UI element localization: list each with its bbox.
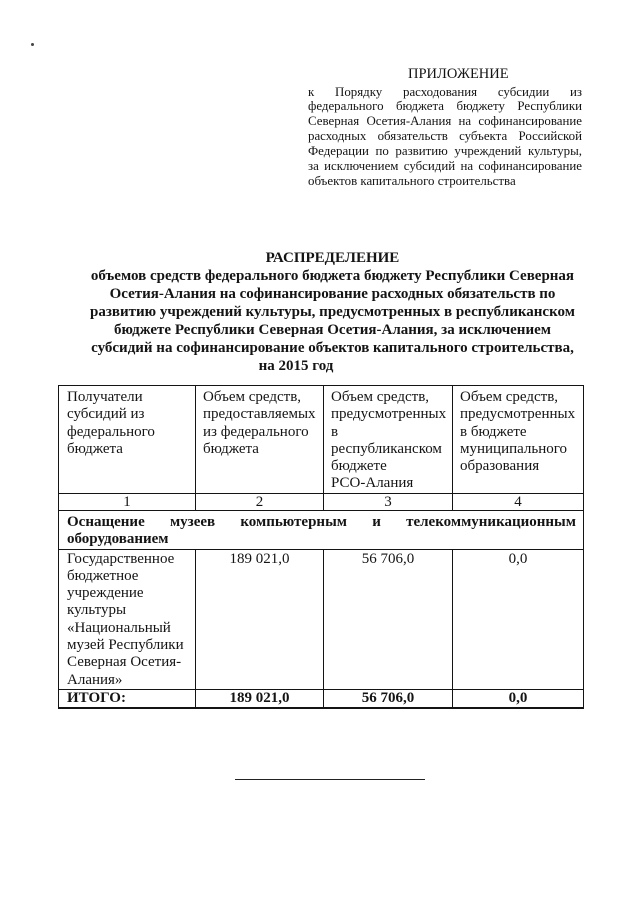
scan-speck bbox=[31, 43, 34, 46]
column-header-federal bbox=[196, 386, 324, 494]
column-header-line: муниципального bbox=[460, 440, 568, 457]
column-number-row bbox=[59, 494, 584, 511]
recipient-line: Государственное bbox=[67, 550, 175, 567]
column-header-line: бюджета bbox=[67, 440, 123, 457]
recipient-line: культуры bbox=[67, 602, 127, 619]
appendix-line: за исключением субсидий на софинансирование bbox=[308, 159, 582, 174]
recipient-line: Северная Осетия- bbox=[67, 654, 182, 671]
appendix-line: федерального бюджета бюджету Республики bbox=[308, 99, 582, 114]
column-header-line: Объем средств, bbox=[460, 389, 559, 405]
total-federal-amount: 189 021,0 bbox=[196, 689, 324, 708]
recipient-line: бюджетное bbox=[67, 567, 139, 584]
total-municipal-amount: 0,0 bbox=[453, 689, 584, 708]
distribution-heading bbox=[60, 249, 605, 375]
total-republican-amount: 56 706,0 bbox=[324, 689, 453, 708]
recipient-cell bbox=[59, 549, 196, 689]
section-title-line: оборудованием bbox=[67, 531, 169, 548]
column-header-line: предоставляемых bbox=[203, 406, 316, 423]
section-title-row bbox=[59, 511, 584, 550]
column-header-line: в bbox=[331, 423, 339, 440]
column-number: 2 bbox=[196, 494, 324, 511]
municipal-amount: 0,0 bbox=[453, 549, 584, 689]
column-header-line: в бюджете bbox=[460, 423, 527, 440]
distribution-table bbox=[58, 385, 584, 709]
column-header-line: Объем средств, bbox=[331, 389, 430, 405]
column-header-line: Получатели bbox=[67, 389, 143, 405]
appendix-line: к Порядку расходования субсидии из bbox=[308, 84, 582, 99]
appendix-block bbox=[308, 85, 582, 189]
heading-title: РАСПРЕДЕЛЕНИЕ bbox=[265, 250, 400, 266]
section-title-line: Оснащение музеев компьютерным и телекоммуникационным bbox=[67, 514, 576, 530]
total-row bbox=[59, 689, 584, 708]
column-number: 1 bbox=[59, 494, 196, 511]
column-header-line: субсидий из bbox=[67, 406, 145, 423]
republican-amount: 56 706,0 bbox=[324, 549, 453, 689]
column-header-line: бюджета bbox=[203, 440, 259, 457]
column-header-recipients bbox=[59, 386, 196, 494]
total-label: ИТОГО: bbox=[59, 689, 196, 708]
appendix-line: расходных обязательств субъекта Российской bbox=[308, 129, 582, 144]
column-header-line: бюджете bbox=[331, 458, 387, 475]
recipient-line: Алания» bbox=[67, 671, 123, 688]
appendix-line: Федерации по развитию учреждений культуры, bbox=[308, 144, 582, 159]
table-row bbox=[59, 549, 584, 689]
column-header-line: предусмотренных bbox=[331, 406, 447, 423]
column-header-line: РСО-Алания bbox=[331, 475, 414, 492]
column-header-line: образования bbox=[460, 458, 540, 475]
column-number: 3 bbox=[324, 494, 453, 511]
appendix-title: ПРИЛОЖЕНИЕ bbox=[408, 66, 509, 82]
column-header-municipal bbox=[453, 386, 584, 494]
section-title bbox=[59, 511, 584, 550]
appendix-line: объектов капитального строительства bbox=[308, 173, 516, 188]
recipient-line: музей Республики bbox=[67, 637, 184, 654]
recipient-line: «Национальный bbox=[67, 619, 171, 636]
column-number: 4 bbox=[453, 494, 584, 511]
heading-line: объемов средств федерального бюджета бюджету Республики Северная bbox=[90, 268, 575, 284]
heading-line: развитию учреждений культуры, предусмотренных в республиканском bbox=[90, 304, 575, 320]
column-header-line: из федерального bbox=[203, 423, 309, 440]
appendix-line: Северная Осетия-Алания на софинансирование bbox=[308, 114, 582, 129]
column-header-line: предусмотренных bbox=[460, 406, 576, 423]
heading-line: Осетия-Алания на софинансирование расходных обязательств по bbox=[109, 286, 556, 302]
closing-rule bbox=[235, 779, 425, 780]
column-header-line: Объем средств, bbox=[203, 389, 302, 405]
column-header-republican bbox=[324, 386, 453, 494]
heading-line: субсидий на софинансирование объектов капитального строительства, bbox=[91, 340, 574, 356]
recipient-line: учреждение bbox=[67, 585, 144, 602]
column-header-line: федерального bbox=[67, 423, 155, 440]
federal-amount: 189 021,0 bbox=[196, 549, 324, 689]
heading-year-line: на 2015 год bbox=[258, 358, 334, 374]
heading-line: бюджете Республики Северная Осетия-Алания, за исключением bbox=[114, 322, 551, 338]
table-header-row bbox=[59, 386, 584, 494]
column-header-line: республиканском bbox=[331, 440, 442, 457]
